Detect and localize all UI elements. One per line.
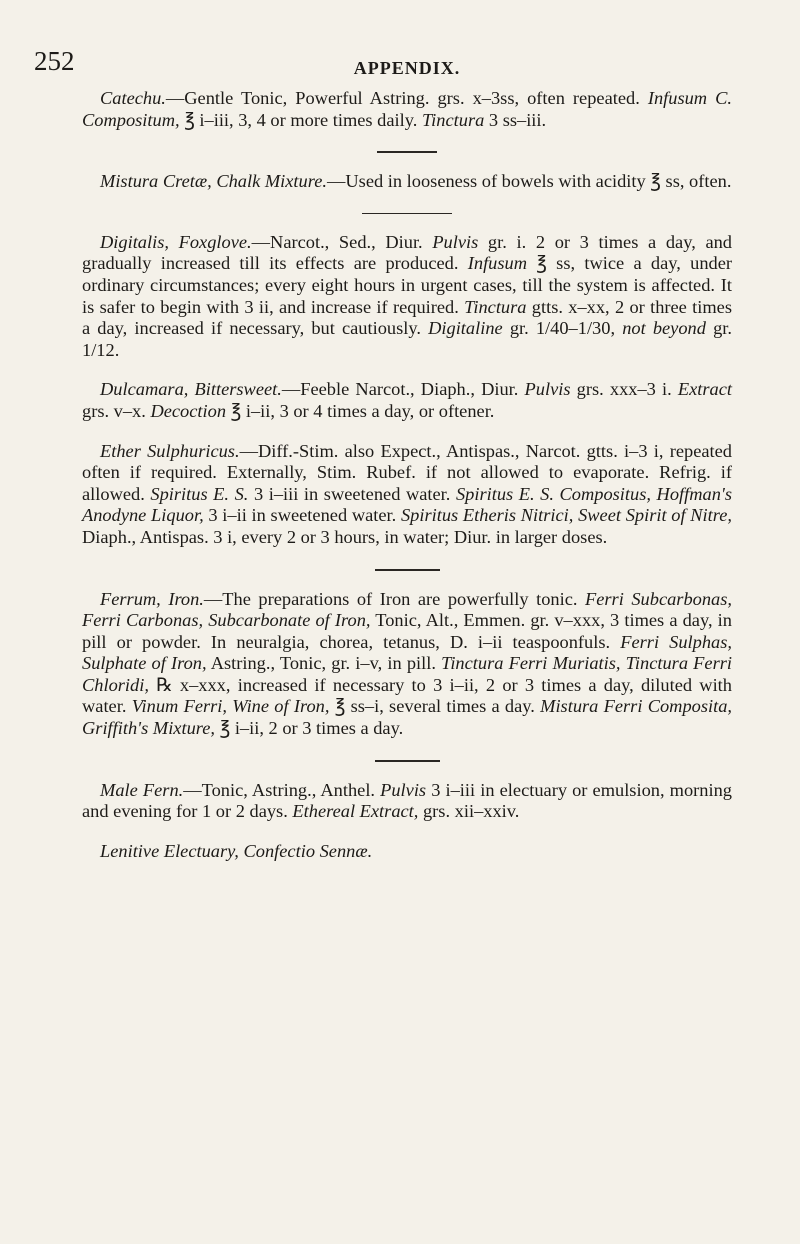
entry-italic-run: Pulvis [432,231,479,252]
entry-ether-sulphuricus [82,441,732,549]
entry-italic-run: Extract [677,379,732,400]
entry-italic-run: Mistura Cretæ, Chalk Mixture. [100,171,327,192]
entry-text-run: 3 i–iii in electuary or emulsion, morning and evening for 1 or 2 days. [82,779,732,822]
entry-italic-run: Pulvis [380,779,427,800]
entry-italic-run: Infusum [467,253,528,274]
entry-italic-run: Spiritus E. S. [150,483,249,504]
entry-text-run: gr. i. 2 or 3 times a day, and gradually increased till its effects are produced. [82,231,732,274]
entry-ferrum [82,589,732,740]
entry-text-run: —The preparations of Iron are powerfully tonic. [203,588,585,609]
entry-text-run: Tonic, Alt., Emmen. gr. v–xxx, 3 times a day, in pill or powder. In neuralgia, chorea, tetanus, D. i–ii teaspoonfuls. [82,610,732,652]
entry-italic-run: Ferri Sulphas, Sulphate of Iron, [82,631,733,674]
entry-text-run: 3 i–ii in sweetened water. [203,505,401,526]
entry-lenitive-electuary [82,841,732,863]
entry-italic-run: Tinctura [464,296,527,317]
entry-italic-run: Spiritus Etheris Nitrici, Sweet Spirit of Nitre, [400,505,733,526]
entry-dulcamara [82,379,732,422]
entry-italic-run: Tinctura Ferri Muriatis, Tinctura Ferri Chloridi, [82,653,732,695]
entry-text-run: grs. v–x. [82,400,151,421]
entry-italic-run: Tinctura [421,109,485,130]
entry-text-run: —Diff.-Stim. also Expect., Antispas., Narcot. gtts. i–3 i, repeated often if required. Externally, Stim. Rubef. if not allowed to evaporate. Refrig. if allowed. [82,440,733,504]
entry-italic-run: Mistura Ferri Composita, Griffith's Mixture, [82,696,733,739]
entry-text-run: gr. 1/40–1/30, [502,318,623,339]
entry-digitalis [82,232,732,362]
entry-text-run: ℥ i–ii, 2 or 3 times a day. [215,718,404,739]
entry-italic-run: Digitalis, Foxglove. [100,231,252,252]
entry-text-run: 3 i–iii in sweetened water. [248,483,456,504]
page-number: 252 [34,46,75,76]
entry-italic-run: Lenitive Electuary, Confectio Sennæ. [100,840,373,861]
entry-text-run: ℥ ss–i, several times a day. [329,696,541,717]
entry-italic-run: Pulvis [524,379,571,400]
book-page [34,46,733,862]
entry-text-run: ℥ i–iii, 3, 4 or more times daily. [179,109,422,130]
entry-text-run: Diaph., Antispas. 3 i, every 2 or 3 hours, in water; Diur. in larger doses. [82,526,608,547]
entry-italic-run: Spiritus E. S. Compositus, Hoffman's Anodyne Liquor, [82,483,732,526]
entry-male-fern [82,780,732,823]
entry-text-run: —Used in looseness of bowels with acidity ℥ ss, often. [326,171,732,192]
entry-italic-run: Ferri Subcarbonas, Ferri Carbonas, Subcarbonate of Iron, [82,588,732,631]
entry-italic-run: Dulcamara, Bittersweet. [100,379,282,400]
entry-text-run: —Gentle Tonic, Powerful Astring. grs. x–3ss, often repeated. [165,88,648,108]
entry-text-run: 3 ss–iii. [484,109,547,130]
running-head: APPENDIX. [353,58,461,78]
entry-italic-run: Vinum Ferri, Wine of Iron, [131,696,330,717]
section-divider [377,151,437,153]
entry-italic-run: not beyond [622,318,706,339]
entry-mistura-cretae [82,171,732,193]
section-divider [362,213,452,214]
entry-italic-run: Decoction [150,400,227,421]
entry-italic-run: Ether Sulphuricus. [100,440,240,461]
entry-italic-run: Ethereal Extract, [292,801,419,822]
entry-text-run: Astring., Tonic, gr. i–v, in pill. [206,653,442,674]
entry-italic-run: Ferrum, Iron. [100,588,204,609]
entry-italic-run: Male Fern. [100,779,184,800]
entry-text-run: gr. 1/12. [82,318,732,360]
entry-text-run: ℥ i–ii, 3 or 4 times a day, or oftener. [226,400,495,421]
entry-text-run: ℞ x–xxx, increased if necessary to 3 i–ii, 2 or 3 times a day, diluted with water. [82,674,732,717]
entry-text-run: gtts. x–xx, 2 or three times a day, increased if necessary, but cautiously. [82,296,732,339]
section-divider [375,569,440,571]
entry-text-run: —Tonic, Astring., Anthel. [183,779,381,800]
entry-catechu [82,88,732,131]
entry-text-run: ℥ ss, twice a day, under ordinary circumstances; every eight hours in urgent cases, till the system is affected. It is safer to begin with 3 ii, and increase if required. [82,253,732,317]
entry-italic-run: Infusum C. Compositum, [82,88,732,130]
entry-text-run: grs. xii–xxiv. [418,801,520,822]
entry-text-run: —Narcot., Sed., Diur. [251,231,433,252]
section-divider [375,760,440,762]
page-header [34,46,732,88]
entry-text-run: —Feeble Narcot., Diaph., Diur. [281,379,525,400]
entry-text-run: grs. xxx–3 i. [570,379,678,400]
entry-italic-run: Catechu. [100,88,166,108]
entry-italic-run: Digitaline [428,318,503,339]
